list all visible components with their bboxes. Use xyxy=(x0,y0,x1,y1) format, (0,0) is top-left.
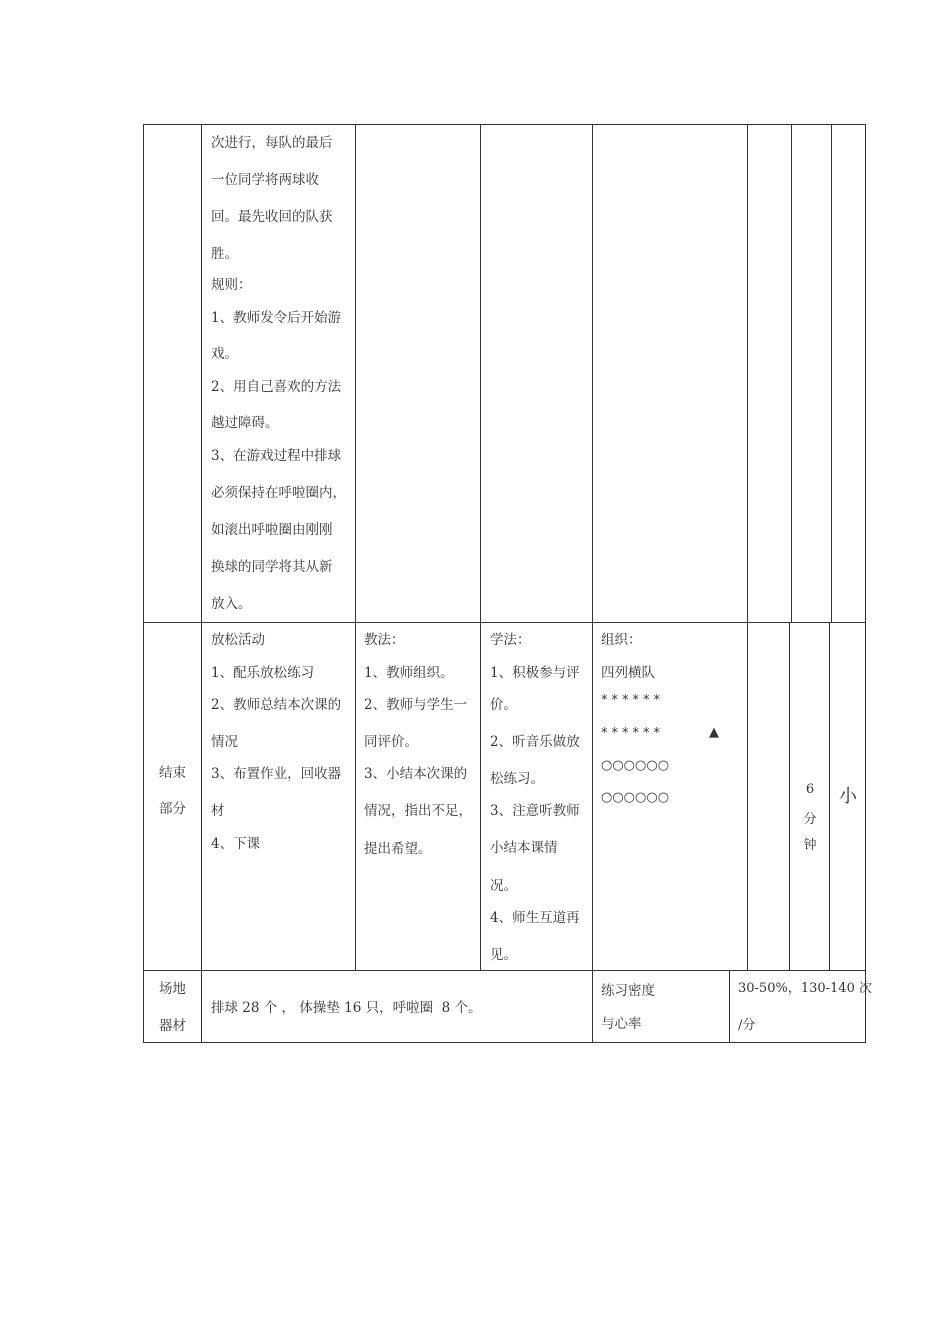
col-divider-density xyxy=(729,970,730,1043)
venue-label xyxy=(159,977,186,1034)
teacher-triangle-icon: ▲ xyxy=(709,725,719,740)
text-line: 1、教师组织。 xyxy=(364,665,454,681)
teaching-method-text xyxy=(364,628,478,857)
text-line: 学法： xyxy=(490,632,531,648)
venue-label-line: 场地 xyxy=(159,981,186,997)
row-divider-1 xyxy=(143,622,866,623)
text-line: 胜。 xyxy=(211,246,238,262)
text-line: 换球的同学将其从新 xyxy=(211,559,333,575)
density-label-line: 练习密度 xyxy=(601,983,655,999)
text-line: 教法： xyxy=(364,632,405,648)
text-line: 情况 xyxy=(211,734,238,750)
row-divider-2 xyxy=(143,970,866,971)
col-divider-org xyxy=(747,124,748,970)
text-line: 3、在游戏过程中排球 xyxy=(211,448,342,464)
organization-label: 组织： xyxy=(601,632,642,648)
student-row-stars-2: ****** xyxy=(601,726,664,741)
time-value: 6 xyxy=(805,782,815,797)
time-unit-line: 分 xyxy=(803,812,817,827)
text-line: 提出希望。 xyxy=(364,841,432,857)
text-line: 必须保持在呼啦圈内， xyxy=(211,485,346,501)
text-line: 次进行，每队的最后 xyxy=(211,135,333,151)
text-line: 越过障碍。 xyxy=(211,415,279,431)
formation-name: 四列横队 xyxy=(601,665,655,681)
text-line: 规则： xyxy=(211,277,252,293)
end-content-text xyxy=(211,628,353,852)
stars-row-with-teacher xyxy=(601,725,745,758)
density-value-line: 30-50%，130-140 次 xyxy=(738,981,872,996)
text-line: 如滚出呼啦圈由刚刚 xyxy=(211,522,333,538)
student-row-circles-2: ○○○○○○ xyxy=(601,790,670,805)
density-label-line: 与心率 xyxy=(601,1016,642,1032)
col-divider-learning xyxy=(592,124,593,1043)
text-line: 2、用自己喜欢的方法 xyxy=(211,379,342,395)
text-line: 1、积极参与评 xyxy=(490,665,580,681)
organization-cell xyxy=(601,628,745,810)
text-line: 戏。 xyxy=(211,346,238,362)
text-line: 2、教师总结本次课的 xyxy=(211,697,342,713)
density-label xyxy=(601,979,655,1032)
text-line: 价。 xyxy=(490,697,517,713)
text-line: 材 xyxy=(211,803,225,819)
text-line: 3、布置作业，回收器 xyxy=(211,766,342,782)
student-row-stars-1: ****** xyxy=(601,693,664,708)
col-divider-count-1 xyxy=(791,124,792,622)
text-line: 3、注意听教师 xyxy=(490,803,580,819)
col-divider-label xyxy=(201,124,202,1043)
text-line: 回。最先收回的队获 xyxy=(211,209,333,225)
student-row-circles-1: ○○○○○○ xyxy=(601,758,670,773)
text-line: 松练习。 xyxy=(490,771,544,787)
text-line: 小结本课情 xyxy=(490,840,558,856)
text-line: 放入。 xyxy=(211,596,252,612)
text-line: 2、听音乐做放 xyxy=(490,734,580,750)
text-line: 放松活动 xyxy=(211,632,265,648)
text-line: 见。 xyxy=(490,947,517,963)
time-unit-line: 钟 xyxy=(803,838,817,853)
col-divider-content xyxy=(355,124,356,970)
learning-method-text xyxy=(490,628,590,963)
section-label-line: 部分 xyxy=(159,801,186,817)
text-line: 4、师生互道再 xyxy=(490,910,580,926)
section-label-end xyxy=(159,767,186,817)
text-line: 情况，指出不足， xyxy=(364,803,472,819)
text-line: 1、配乐放松练习 xyxy=(211,665,315,681)
text-line: 1、教师发令后开始游 xyxy=(211,310,342,326)
equipment-list: 排球 28 个 ， 体操垫 16 只，呼啦圈 8 个。 xyxy=(211,1000,482,1016)
intensity-value: 小 xyxy=(839,786,857,807)
col-divider-teaching xyxy=(480,124,481,970)
time-cell xyxy=(790,782,830,853)
section-label-line: 结束 xyxy=(159,765,186,781)
game-rules-text xyxy=(211,131,351,612)
col-divider-time-1 xyxy=(831,124,832,622)
text-line: 同评价。 xyxy=(364,734,418,750)
text-line: 况。 xyxy=(490,878,517,894)
text-line: 4、下课 xyxy=(211,836,261,852)
text-line: 3、小结本次课的 xyxy=(364,766,468,782)
density-value-line: /分 xyxy=(738,1018,756,1033)
venue-label-line: 器材 xyxy=(159,1018,186,1034)
text-line: 2、教师与学生一 xyxy=(364,697,468,713)
text-line: 一位同学将两球收 xyxy=(211,172,319,188)
density-value xyxy=(738,977,872,1033)
